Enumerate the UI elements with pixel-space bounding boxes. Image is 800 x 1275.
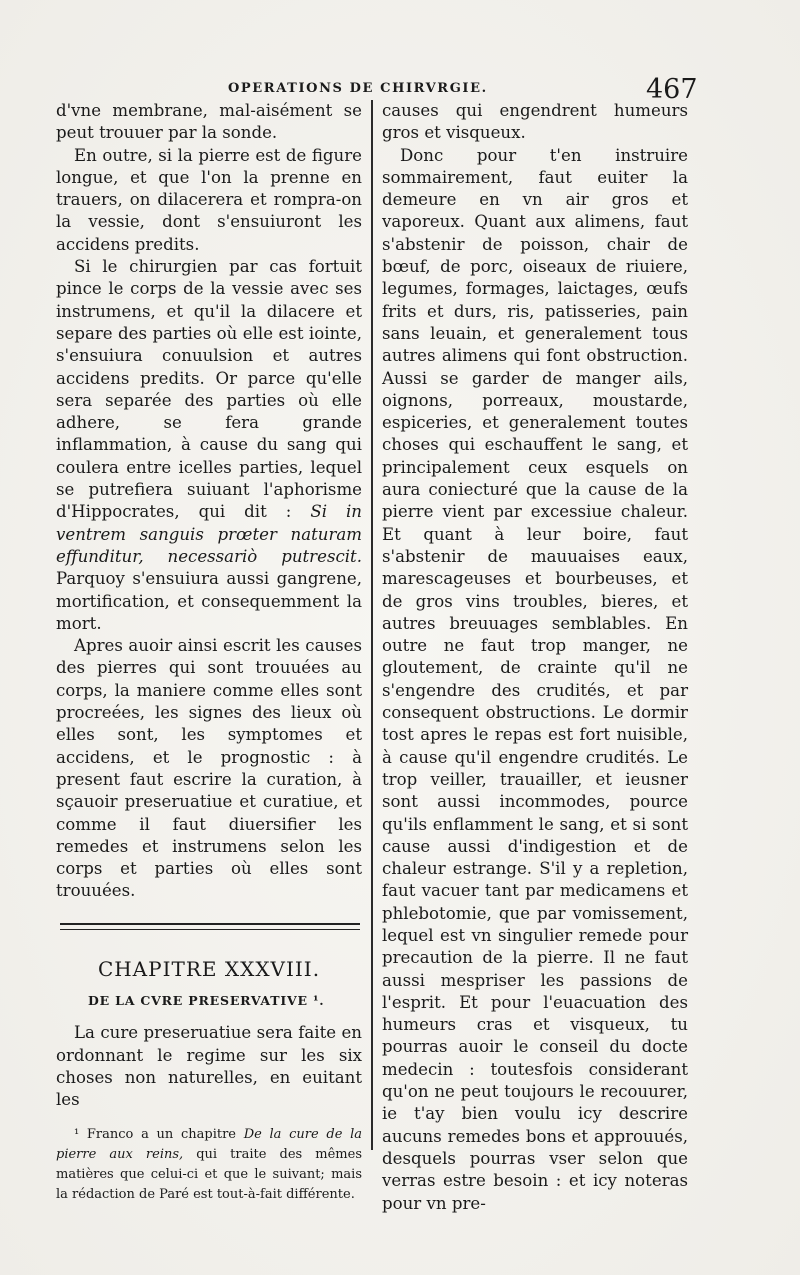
paragraph: d'vne membrane, mal-aisément se peut trouuer par la sonde. <box>56 101 362 143</box>
chapter-divider <box>60 923 360 930</box>
footnote-text: qui traite des mêmes matières que celui-ci et que le suivant; mais la rédaction de Paré est tout-à-fait différente. <box>56 1147 362 1203</box>
column-divider <box>371 100 373 1150</box>
page-number: 467 <box>646 74 698 105</box>
chapter-subtitle: DE LA CVRE PRESERVATIVE ¹. <box>88 992 325 1008</box>
paragraph-text: Parquoy s'ensuiura aussi gangrene, mortification, et consequemment la mort. <box>56 569 362 633</box>
footnote-text: ¹ Franco a un chapitre <box>74 1127 244 1143</box>
paragraph <box>56 256 362 635</box>
chapter-title: CHAPITRE XXXVIII. <box>97 956 321 981</box>
footnote <box>56 1125 362 1205</box>
paragraph: En outre, si la pierre est de figure longue, et que l'on la prenne en trauers, on dilacerera et rompra-on la vessie, dont s'ensuiuront les accidens predits. <box>56 145 362 254</box>
paragraph: Donc pour t'en instruire sommairement, faut euiter la demeure en vn air gros et vaporeux. Quant aux alimens, faut s'abstenir de poisson, chair de bœuf, de porc, oiseaux de riuiere, legumes, formages, laictages, œufs frits et durs, ris, patisseries, pain sans leuain, et generalement tous autres alimens qui font obstruction. Aussi se garder de manger ails, oignons, porreaux, moustarde, espiceries, et generalement toutes choses qui eschauffent le sang, et principalement ceux esquels on aura coniecturé que la cause de la pierre vient par excessiue chaleur. Et quant à leur boire, faut s'abstenir de mauuaises eaux, marescageuses et bourbeuses, et de gros vins troubles, bieres, et autres breuuages semblables. En outre ne faut trop manger, ne gloutement, de crainte qu'il ne s'engendre des crudités, et par consequent obstructions. Le dormir tost apres le repas est fort nuisible, à cause qu'il engendre crudités. Le trop veiller, trauailler, et ieusner sont aussi incommodes, pource qu'ils enflamment le sang, et si sont cause aussi d'indigestion et de chaleur estrange. S'il y a repletion, faut vacuer tant par medicamens et phlebotomie, que par vomissement, lequel est vn singulier remede pour precaution de la pierre. Il ne faut aussi mespriser les passions de l'esprit. Et pour l'euacuation des humeurs cras et visqueux, tu pourras auoir le conseil du docte medecin : toutesfois considerant qu'on ne peut toujours le recouurer, ie t'ay bien voulu icy descrire aucuns remedes bons et approuués, desquels pourras vser selon que verras estre besoin : et icy noteras pour vn pre- <box>382 145 688 1213</box>
left-column <box>56 100 362 1205</box>
running-title: OPERATIONS DE CHIRVRGIE. <box>228 81 488 96</box>
paragraph: Apres auoir ainsi escrit les causes des pierres qui sont trouuées au corps, la maniere comme elles sont procreées, les signes des lieux où elles sont, les symptomes et accidens, et le prognostic : à present faut escrire la curation, à sçauoir preseruatiue et curatiue, et comme il faut diuersifier les remedes et instrumens selon les corps et parties où elles sont trouuées. <box>56 636 362 901</box>
footnote-title: De la cure de la pierre aux reins, <box>56 1127 362 1163</box>
right-column <box>382 100 688 1215</box>
paragraph: La cure preseruatiue sera faite en ordonnant le regime sur les six choses non naturelles, en euitant les <box>56 1023 362 1110</box>
paragraph-text: Si le chirurgien par cas fortuit pince le corps de la vessie avec ses instrumens, et qu'il la dilacere et separe des parties où elle est iointe, s'ensuiura conuulsion et autres accidens predits. Or parce qu'elle sera separée des parties où elle adhere, se fera grande inflammation, à cause du sang qui coulera entre icelles parties, lequel se putrefiera suiuant l'aphorisme d'Hippocrates, qui dit : <box>56 257 362 522</box>
latin-quote: Si in ventrem sanguis prœter naturam effunditur, necessariò putrescit. <box>56 502 362 566</box>
paragraph: causes qui engendrent humeurs gros et visqueux. <box>382 101 688 143</box>
